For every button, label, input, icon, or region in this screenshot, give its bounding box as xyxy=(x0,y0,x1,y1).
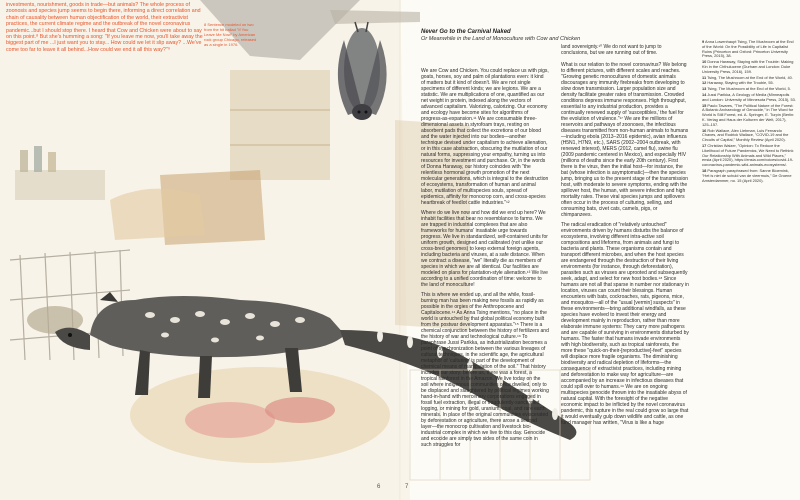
footnote: 14 Jussi Parikka, A Geology of Media (Minneapolis and London: University of Minnesota Press, 2015), 53. xyxy=(702,91,796,102)
paragraph: Where do we live now and how did we end up here? We inhabit facilities that bear no resemblance to farms. We are trapped in industrial complexes that are also frameworks for humans' insatiable urge towards progress. We live in standardized, self-contained units for uniform growth, designed and calibrated (not unlike our cross-bred genomes) to keep external foreign agents, including bacteria and viruses, at a safe distance. When we contract a disease, "we" literally die as members of species in which we are all identical. Our facilities are modeled on plans for plantation-style alienation.¹³ We live according to a unified coordination of time: welcome to the land of monoculture! xyxy=(421,210,548,288)
column-left xyxy=(421,68,549,480)
paragraph: This is where we ended up, and all the while, fossil-burning man has been making new fossils as rapidly as possible in the orgies of the Anthropocene and Capitalocene.¹⁴ As Anna Tsing mentions, "no place in the world is untouched by that global political economy built from the postwar development apparatus."¹⁵ There is a chemical conjunction between the history of fertilizers and the history of war and technological culture.¹⁶ To paraphrase Jussi Parikka, as industrialization becomes a point of synchronization between the various lineages of cultural techniques, in the scientific age, the agricultural metaphor of 'culturing' is part of the development of chemical means of manipulation of the soil." That history includes our story: before us, there was a forest, a tropical rainforest in the Amazon. We live today on the soil where indigenous communities once dwelled, only to be displaced and slaughtered by political regimes working hand-in-hand with mercenary corporations engaged in fossil fuel extraction, illegal or fraudulently-sanctioned logging, or mining for gold, uranium, coal, and rare earth minerals. In place of the original communities eviscerated by deforestation or agriculture, there arose a second layer—the monocrop cultivation and livestock bio-industrial complex in which we live to this day. Genocide and ecocide are simply two sides of the same coin in such struggles for xyxy=(421,292,549,448)
article-title: Never Go to the Carnival Naked xyxy=(421,29,511,35)
footnotes xyxy=(702,40,796,480)
footnote: 9 Anna Lowenhaupt Tsing, The Mushroom at the End of the World: On the Possibility of Life in Capitalist Ruins (Princeton and Oxford: Princeton University Press, 2015), 38. xyxy=(702,40,794,59)
page-number-right: 7 xyxy=(405,484,409,490)
column-right xyxy=(561,62,689,474)
paragraph: What is our relation to the novel coronavirus? We belong to different pictures, with different scales and reaches. "Growing genetic monocultures of domestic animals discourages any immunity firebreaks from developing to slow down transmission. Larger population size and density facilitate greater rates of transmission. Crowded conditions depress immune responses. High throughput, essential to any industrial production, provides a continually renewed supply of 'susceptibles,' the fuel for the evolution of virulence."¹⁷ We are the millions of reservoirs and pathways of zoonoses, the infectious diseases transmitted from non-human animals to humans—including ebola (2013–2016 epidemic), avian influenza (H5N1, H7N9, etc.), SARS (2002–2004 outbreak, with renewed interest), MERS (2012, camel flu), swine flu (2009 pandemic centered in Mexico), and especially HIV (millions of deaths since the early 20th century). First there is the virus, then the initial host—for instance, the bat (whose infection is asymptomatic)—then the species jump, bringing us to the present stage of the transmission host, with moderate to severe symptoms, ending with the spillover host, the human, with severe infection and high mortality rates. These viral species jumps and spillovers often occur in the process of culturing, selling, and consuming bats, civet cats, camels, pigs, or chimpanzees. xyxy=(561,62,689,218)
column-right-top xyxy=(561,44,689,60)
page-number-left: 6 xyxy=(377,484,381,490)
footnote: 18 Paragraph paraphrased from: Sanne Bloemink, "Het is niet de schuld van de vleermuis," De Groene Amsterdammer, no. 15 (April 2020). xyxy=(702,167,792,183)
footnote: 10 Donna Haraway, Staying with the Trouble: Making Kin in the Chthulucene (Durham and London: Duke University Press, 2016), 159. xyxy=(702,59,794,74)
left-page-sidenote: 8 Sentence modeled on two from the hit ballad "If You Leave Me Now" by American rock group Chicago, released as a single in 1976. xyxy=(204,22,257,47)
paragraph: We are Cow and Chicken. You could replace us with pigs, goats, horses, soy and palm oil plantations even: it kind of matters but it kind of doesn't. We are not single specimens of different kinds; we are legions. We are a statistic. We are multiplications of one, quantified as our net weight in protein, indexed along the vectors of advanced capitalism. Valorizing, calorizing. Our economy and ecology have become sites for algorithms of progress-as-expansion.¹¹ We are consumable three-dimensional assets in styrofoam trays, resting on absorbent pads that collect the excretions of our blood and the water injected into our bodies—another technique devised under capitalism to achieve alienation, or in this case abstraction, obscuring the mutilation of our natural forms, suppressing your empathy, turning us into resources for investment and purchase. Or, in the words of Donna Haraway, our history coincides with "the relentless hormonal growth promotion of the next molecular generations, which is integral to the destruction of ecosystems, transformation of human and animal labor, mutilation of multispecies souls, spread of epidemics, affinity for monocrop corn, and cross-species heartbreak of feedlot cattle industries."¹² xyxy=(421,68,549,206)
left-page-body-text: investments, nourishment, goods in trade—but animals? The whole process of zoonosis and species jump seems to begin there, informing a direct correlation and chain of causality between human objectification of the world, their extractivist practices, the current climate regime and the outbreak of the novel coronavirus pandemic...but I should stop there. I heard that Cow and Chicken were about to say on this point.⁸ But she's humming a song: "If you leave me now, you'll take away the biggest part of me ...I just want you to stay... How could we let it slip away? ...We've come too far to leave it all behind...How could we end it all this way?"⁹ xyxy=(6,2,203,53)
wooden-crate xyxy=(230,70,330,180)
article-subtitle: Or Meanwhile in the Land of Monoculture with Cow and Chicken xyxy=(421,36,581,42)
footnote: 11 Tsing, The Mushroom at the End of the World, 40. xyxy=(702,74,793,80)
footnote: 12 Haraway, Staying with the Trouble, 55. xyxy=(702,80,774,86)
paragraph: land sovereignty.¹⁰ We do not want to jump to conclusions, but we are running out of time. xyxy=(561,44,662,56)
footnote: 15 Paulo Tavares, "The Political Nature of the Forest: A Botanic Archaeology of Genocide," in The Word for World is Still Forest, ed. A. Springer, E. Turpin (Berlin: K. Verlag and Haus der Kulturen der Welt, 2017), 125–157. xyxy=(702,102,795,127)
footnote: 13 Tsing, The Mushroom at the End of the World, 5. xyxy=(702,86,791,92)
footnote: 16 Rob Wallace, Alex Liebman, Luis Fernando Chaves, and Rodrick Wallace, "COVID-19 and the Circuits of Capital," Monthly Review (April 2020). xyxy=(702,127,789,143)
paragraph: The radical eradication of "relatively untouched" environments driven by humans disturbs the balance of ecosystems, involving different intra-active soil compositions and lifeforms, from animals and fungi to bacteria and plants. These organisms contain and transport different microbes, and when the host species are endangered through the destruction of their living environments (for instance, through deforestation), parasites such as viruses are uprooted and subsequently seek, adapt, and select for new host bodies.¹⁸ Since humans are not all that sparse in number nor stationary in location, viruses can count their blessings. Human encounters with bats, cockroaches, rats, pigeons, mice, and mosquitos—all of the "usual [vermin] suspects" in these environments—bring additional windfalls, as these species have evolved to invest their energy and development mainly in reproduction, rather than more elaborate immune systems: They carry more pathogens and are capable of surviving in environments disturbed by humans. The faster that humans invade environments with high biodiversity, such as tropical rainforests, the more these "quick-on-their-[reproductive]-feet" species will displace more fragile organisms. The diminishing biodiversity and radical depletion of lifeforms—the consequence of extractivist practices, including mining and deforestation to make way for agriculture—are accompanied by an increase in infectious diseases that could spill over to humans.¹⁹ We are on ongoing multispecies genocide thrown into the insatiable abyss of natural capital. With the foresight of the negative economic impact to be inflicted by the novel coronavirus pandemic, this rupture in the real could grow so large that it would eventually gulp down wildlife and cattle, as one fund manager has written, "Virus is like a huge xyxy=(561,222,689,426)
footnote: 17 Christian Walzer, "Opinion: To Reduce the Likelihood of Future Pandemics, We Need to Rethink Our Relationship With Animals and Wild Places," ensia (April 2020), https://ensia.com/voices/covid-19-coronavirus-pandemic-wild-animals-ecosystems/. xyxy=(702,142,794,168)
